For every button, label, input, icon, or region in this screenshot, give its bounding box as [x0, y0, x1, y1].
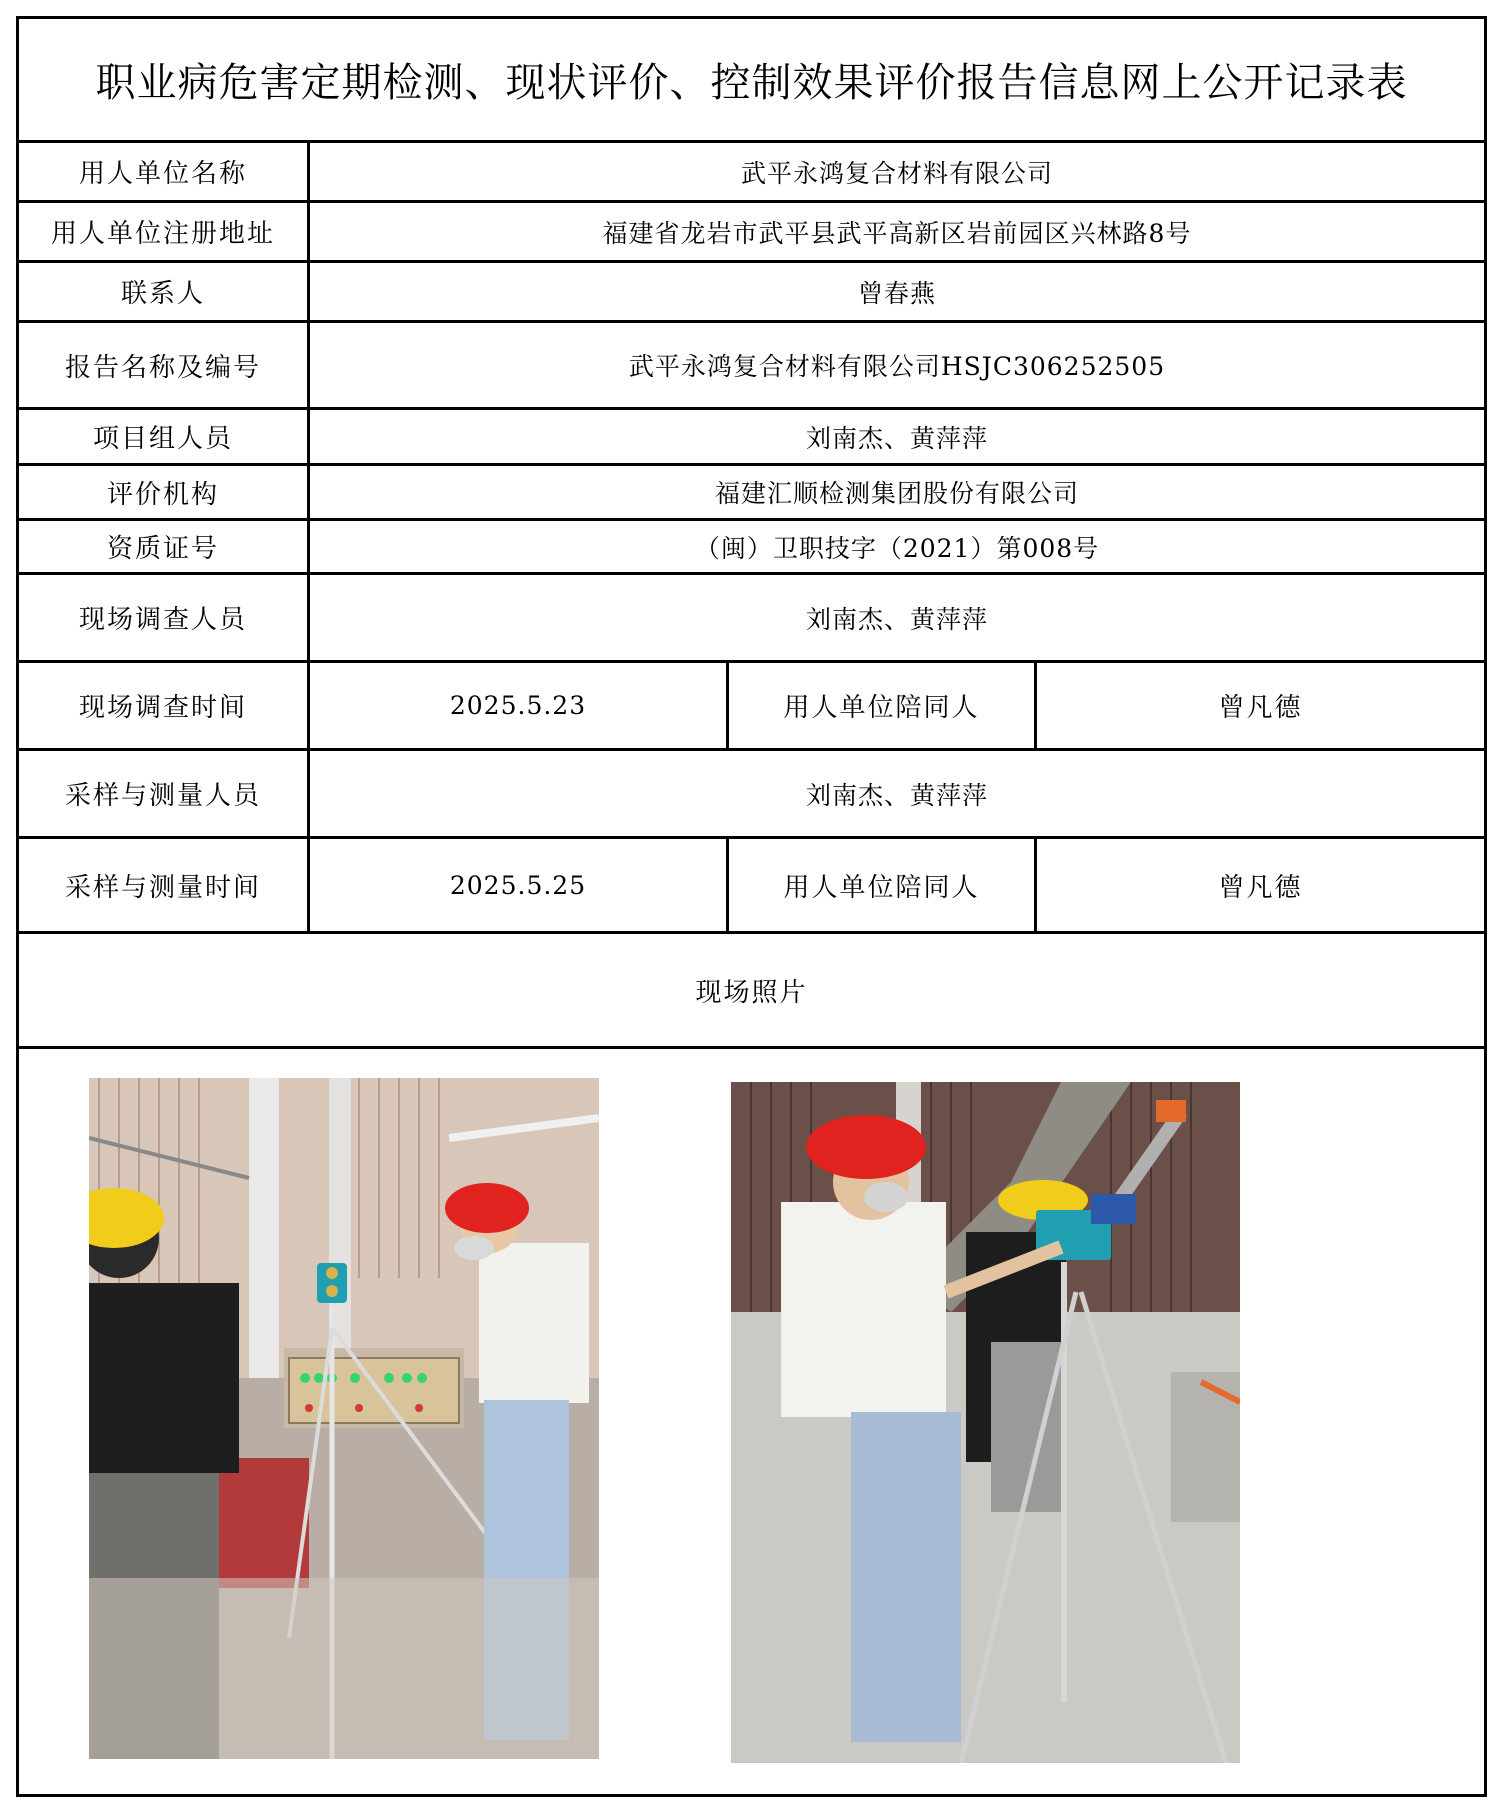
employer-name-label: 用人单位名称 — [78, 159, 247, 189]
survey-staff-label: 现场调查人员 — [78, 605, 247, 635]
site-photo-1 — [89, 1078, 599, 1759]
survey-staff-value: 刘南杰、黄萍萍 — [805, 604, 988, 634]
agency-label: 评价机构 — [106, 479, 219, 510]
certificate-label: 资质证号 — [106, 534, 219, 564]
project-team-value: 刘南杰、黄萍萍 — [805, 423, 988, 453]
survey-time-value: 2025.5.23 — [449, 691, 587, 720]
contact-label: 联系人 — [120, 279, 205, 309]
sampling-time-label: 采样与测量时间 — [64, 872, 261, 903]
record-table — [16, 16, 1487, 1797]
sampling-time-value: 2025.5.25 — [449, 870, 587, 900]
project-team-label: 项目组人员 — [92, 424, 233, 454]
sampling-escort-label: 用人单位陪同人 — [783, 872, 980, 903]
survey-escort-value: 曾凡德 — [1218, 693, 1303, 723]
site-photo-2 — [731, 1082, 1240, 1763]
sampling-escort-value: 曾凡德 — [1218, 872, 1303, 903]
sampling-staff-value: 刘南杰、黄萍萍 — [805, 780, 988, 810]
report-name-value: 武平永鸿复合材料有限公司HSJC306252505 — [628, 352, 1166, 381]
site-photo-1-image — [89, 1078, 599, 1759]
page-title: 职业病危害定期检测、现状评价、控制效果评价报告信息网上公开记录表 — [95, 60, 1408, 106]
contact-value: 曾春燕 — [857, 278, 936, 308]
photos-header: 现场照片 — [695, 977, 808, 1008]
site-photo-2-image — [731, 1082, 1240, 1763]
divider — [19, 1046, 1484, 1049]
report-name-label: 报告名称及编号 — [64, 352, 261, 383]
sampling-staff-label: 采样与测量人员 — [64, 781, 261, 811]
employer-address-value: 福建省龙岩市武平县武平高新区岩前园区兴林路8号 — [602, 218, 1192, 248]
survey-time-label: 现场调查时间 — [78, 693, 247, 723]
agency-value: 福建汇顺检测集团股份有限公司 — [714, 479, 1079, 508]
certificate-value: （闽）卫职技字（2021）第008号 — [694, 533, 1100, 563]
employer-name-value: 武平永鸿复合材料有限公司 — [740, 158, 1053, 188]
survey-escort-label: 用人单位陪同人 — [783, 693, 980, 723]
employer-address-label: 用人单位注册地址 — [50, 219, 275, 249]
